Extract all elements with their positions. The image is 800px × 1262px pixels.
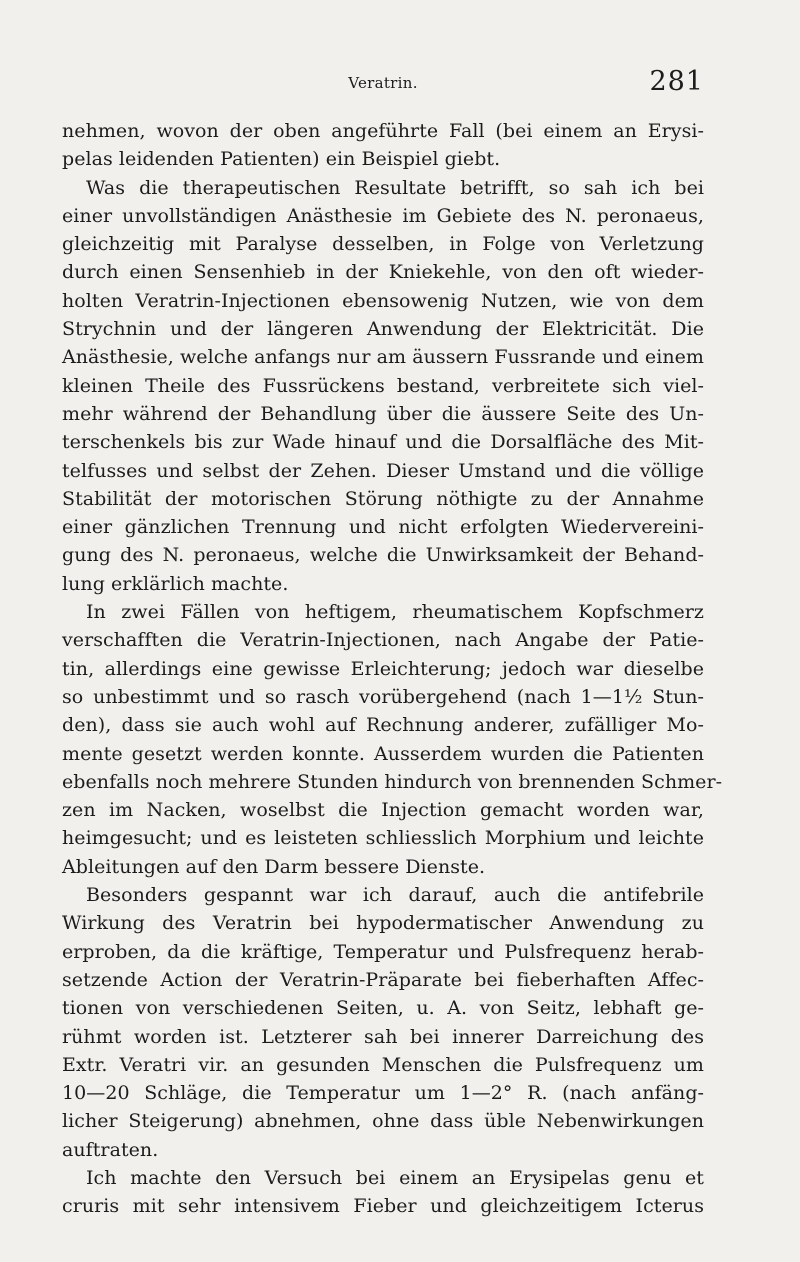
text-line: den), dass sie auch wohl auf Rechnung anderer, zufälliger Mo- <box>62 714 704 737</box>
text-line: einer unvollständigen Anästhesie im Gebiete des N. peronaeus, <box>62 204 704 227</box>
text-line: Ableitungen auf den Darm bessere Dienste. <box>62 855 486 878</box>
text-line: terschenkels bis zur Wade hinauf und die Dorsalfläche des Mit- <box>62 431 704 454</box>
body-text <box>62 117 723 1221</box>
text-line: mente gesetzt werden konnte. Ausserdem wurden die Patienten <box>62 742 704 765</box>
text-line: heimgesucht; und es leisteten schliesslich Morphium und leichte <box>62 827 704 850</box>
text-line: gleichzeitig mit Paralyse desselben, in Folge von Verletzung <box>62 233 704 256</box>
page-header <box>62 66 704 106</box>
text-line: durch einen Sensenhieb in der Kniekehle, von den oft wieder- <box>62 261 704 284</box>
text-line: gung des N. peronaeus, welche die Unwirksamkeit der Behand- <box>62 544 704 567</box>
text-line: erproben, da die kräftige, Temperatur und Pulsfrequenz herab- <box>62 940 704 963</box>
text-line: ebenfalls noch mehrere Stunden hindurch von brennenden Schmer- <box>62 770 723 793</box>
text-line: In zwei Fällen von heftigem, rheumatischem Kopfschmerz <box>86 601 704 624</box>
text-line: telfusses und selbst der Zehen. Dieser Umstand und die völlige <box>62 459 704 482</box>
text-line: Wirkung des Veratrin bei hypodermatischer Anwendung zu <box>62 912 704 935</box>
text-line: Anästhesie, welche anfangs nur am äussern Fussrande und einem <box>62 346 704 369</box>
text-line: nehmen, wovon der oben angeführte Fall (bei einem an Erysi- <box>62 120 704 142</box>
text-line: so unbestimmt und so rasch vorübergehend (nach 1—1½ Stun- <box>62 685 704 708</box>
text-line: Ich machte den Versuch bei einem an Erysipelas genu et <box>86 1166 704 1189</box>
text-line: tin, allerdings eine gewisse Erleichterung; jedoch war dieselbe <box>62 657 704 680</box>
text-line: 10—20 Schläge, die Temperatur um 1—2° R. (nach anfäng- <box>62 1082 704 1105</box>
text-line: licher Steigerung) abnehmen, ohne dass üble Nebenwirkungen <box>62 1110 704 1133</box>
text-line: cruris mit sehr intensivem Fieber und gleichzeitigem Icterus <box>62 1195 704 1218</box>
text-line: Extr. Veratri vir. an gesunden Menschen die Pulsfrequenz um <box>62 1053 704 1076</box>
text-line: Besonders gespannt war ich darauf, auch die antifebrile <box>86 884 704 907</box>
text-line: zen im Nacken, woselbst die Injection gemacht worden war, <box>62 799 704 822</box>
text-line: mehr während der Behandlung über die äussere Seite des Un- <box>62 402 704 425</box>
text-line: lung erklärlich machte. <box>62 572 289 595</box>
text-line: pelas leidenden Patienten) ein Beispiel giebt. <box>62 148 501 171</box>
text-line: rühmt worden ist. Letzterer sah bei innerer Darreichung des <box>62 1025 704 1048</box>
text-line: holten Veratrin-Injectionen ebensowenig Nutzen, wie von dem <box>62 289 704 312</box>
text-line: verschafften die Veratrin-Injectionen, nach Angabe der Patie- <box>62 629 704 652</box>
text-line: tionen von verschiedenen Seiten, u. A. von Seitz, lebhaft ge- <box>62 997 704 1020</box>
text-line: Was die therapeutischen Resultate betrifft, so sah ich bei <box>86 176 704 199</box>
text-line: auftraten. <box>62 1138 159 1161</box>
text-line: Stabilität der motorischen Störung nöthigte zu der Annahme <box>62 487 704 510</box>
text-line: setzende Action der Veratrin-Präparate bei fieberhaften Affec- <box>62 968 704 991</box>
running-head: Veratrin. <box>348 74 418 92</box>
text-line: kleinen Theile des Fussrückens bestand, verbreitete sich viel- <box>62 374 704 397</box>
text-line: einer gänzlichen Trennung und nicht erfolgten Wiedervereini- <box>62 516 704 539</box>
page-number: 281 <box>649 66 704 97</box>
text-line: Strychnin und der längeren Anwendung der Elektricität. Die <box>62 318 704 341</box>
